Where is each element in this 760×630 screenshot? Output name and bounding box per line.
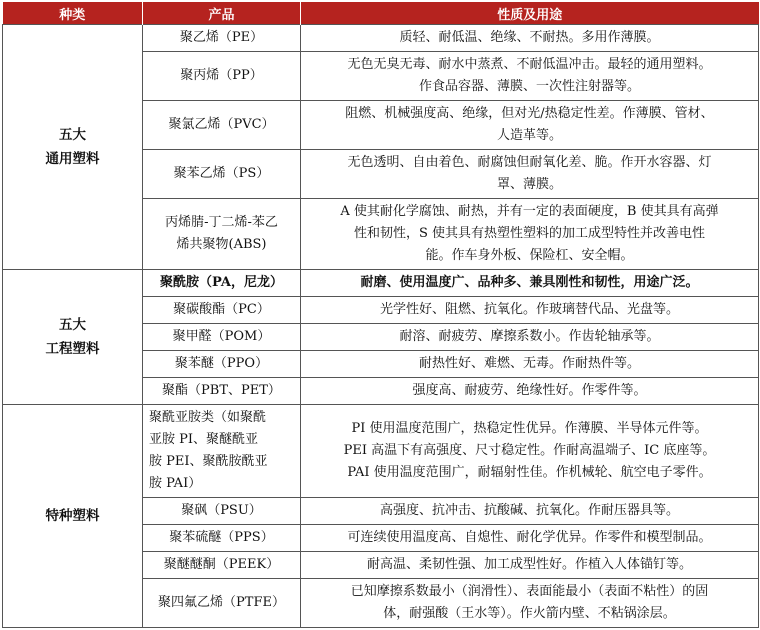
properties-cell xyxy=(301,351,759,378)
product-name: 聚苯醚（PPO） xyxy=(174,356,269,371)
properties-cell xyxy=(301,579,759,628)
properties-text: PI 使用温度范围广，热稳定性优异。作薄膜、半导体元件等。 xyxy=(351,421,708,436)
category-label: 五大 xyxy=(59,127,86,143)
properties-cell xyxy=(301,324,759,351)
properties-text: 能。作车身外板、保险杠、安全帽。 xyxy=(425,248,634,263)
product-name: 丙烯腈-丁二烯-苯乙 xyxy=(165,215,278,230)
properties-text: 强度高、耐疲劳、绝缘性好。作零件等。 xyxy=(412,383,647,398)
product-name: 胺 PEI、聚酰胺酰亚 xyxy=(149,454,268,469)
table-row xyxy=(3,25,759,52)
properties-text: 质轻、耐低温、绝缘、不耐热。多用作薄膜。 xyxy=(399,30,660,45)
product-cell xyxy=(143,25,301,52)
properties-text: A 使其耐化学腐蚀、耐热，并有一定的表面硬度，B 使其具有高弹 xyxy=(340,204,719,219)
category-cell xyxy=(3,25,143,270)
product-name: 聚氯乙烯（PVC） xyxy=(168,117,275,132)
properties-text: 耐溶、耐疲劳、摩擦系数小。作齿轮轴承等。 xyxy=(399,329,660,344)
product-cell xyxy=(143,52,301,101)
header-properties: 性质及用途 xyxy=(301,2,759,25)
product-name: 聚乙烯（PE） xyxy=(179,30,264,45)
product-name: 聚苯乙烯（PS） xyxy=(173,166,270,181)
properties-text: 作食品容器、薄膜、一次性注射器等。 xyxy=(418,79,640,94)
product-name: 聚酯（PBT、PET） xyxy=(162,383,281,398)
product-name: 亚胺 PI、聚醚酰亚 xyxy=(149,432,259,447)
properties-text: 阻燃、机械强度高、绝缘，但对光/热稳定性差。作薄膜、管材、 xyxy=(345,106,714,121)
category-cell xyxy=(3,405,143,628)
properties-cell xyxy=(301,525,759,552)
product-name: 聚酰亚胺类（如聚酰 xyxy=(149,410,267,425)
properties-cell xyxy=(301,297,759,324)
product-cell xyxy=(143,378,301,405)
properties-text: 体，耐强酸（王水等）。作火箭内壁、不粘锅涂层。 xyxy=(383,606,676,621)
product-cell xyxy=(143,405,301,498)
product-cell xyxy=(143,199,301,270)
table-body xyxy=(3,25,759,628)
category-label: 工程塑料 xyxy=(45,341,100,357)
product-cell xyxy=(143,498,301,525)
properties-text: PAI 使用温度范围广，耐辐射性佳。作机械轮、航空电子零件。 xyxy=(347,465,712,480)
properties-cell xyxy=(301,270,759,297)
properties-cell xyxy=(301,552,759,579)
properties-text: 耐高温、柔韧性强、加工成型性好。作植入人体锚钉等。 xyxy=(366,557,692,572)
product-name: 胺 PAI） xyxy=(149,476,202,491)
properties-text: 耐热性好、难燃、无毒。作耐热件等。 xyxy=(418,356,640,371)
header-category: 种类 xyxy=(3,2,143,25)
plastics-table xyxy=(2,2,759,628)
properties-text: 性和韧性，S 使其具有热塑性塑料的加工成型特性并改善电性 xyxy=(353,226,706,241)
product-cell xyxy=(143,351,301,378)
properties-text: 高强度、抗冲击、抗酸碱、抗氧化。作耐压器具等。 xyxy=(379,503,679,518)
properties-cell xyxy=(301,199,759,270)
product-name: 聚甲醛（POM） xyxy=(172,329,271,344)
properties-text: 无色透明、自由着色、耐腐蚀但耐氧化差、脆。作开水容器、灯 xyxy=(347,155,712,170)
properties-text: 人造革等。 xyxy=(496,128,562,143)
product-cell xyxy=(143,579,301,628)
product-cell xyxy=(143,552,301,579)
product-cell xyxy=(143,270,301,297)
product-name: 聚酰胺（PA，尼龙） xyxy=(160,275,283,290)
product-cell xyxy=(143,101,301,150)
product-cell xyxy=(143,525,301,552)
properties-text: 可连续使用温度高、自熄性、耐化学优异。作零件和模型制品。 xyxy=(347,530,712,545)
header-row xyxy=(3,2,759,25)
table-row xyxy=(3,405,759,498)
properties-text: 光学性好、阻燃、抗氧化。作玻璃替代品、光盘等。 xyxy=(379,302,679,317)
properties-cell xyxy=(301,52,759,101)
product-name: 聚砜（PSU） xyxy=(181,503,262,518)
properties-cell xyxy=(301,150,759,199)
properties-text: 耐磨、使用温度广、品种多、兼具刚性和韧性，用途广泛。 xyxy=(360,275,699,290)
product-name: 聚苯硫醚（PPS） xyxy=(169,530,274,545)
properties-text: PEI 高温下有高强度、尺寸稳定性。作耐高温端子、IC 底座等。 xyxy=(343,443,716,458)
header-product: 产品 xyxy=(143,2,301,25)
product-name: 聚醚醚酮（PEEK） xyxy=(163,557,280,572)
product-name: 聚四氟乙烯（PTFE） xyxy=(158,595,285,610)
product-cell xyxy=(143,324,301,351)
properties-cell xyxy=(301,378,759,405)
category-cell xyxy=(3,270,143,405)
category-label: 五大 xyxy=(59,317,86,333)
properties-cell xyxy=(301,101,759,150)
properties-text: 罩、薄膜。 xyxy=(496,177,562,192)
product-cell xyxy=(143,297,301,324)
properties-cell xyxy=(301,25,759,52)
properties-text: 无色无臭无毒、耐水中蒸煮、不耐低温冲击。最轻的通用塑料。 xyxy=(347,57,712,72)
category-label: 通用塑料 xyxy=(45,151,100,167)
product-cell xyxy=(143,150,301,199)
properties-cell xyxy=(301,405,759,498)
category-label: 特种塑料 xyxy=(45,508,100,524)
properties-cell xyxy=(301,498,759,525)
product-name: 烯共聚物(ABS) xyxy=(176,237,267,252)
product-name: 聚丙烯（PP） xyxy=(180,68,263,83)
properties-text: 已知摩擦系数最小（润滑性）、表面能最小（表面不粘性）的固 xyxy=(350,584,709,599)
table-row xyxy=(3,270,759,297)
product-name: 聚碳酸酯（PC） xyxy=(173,302,270,317)
